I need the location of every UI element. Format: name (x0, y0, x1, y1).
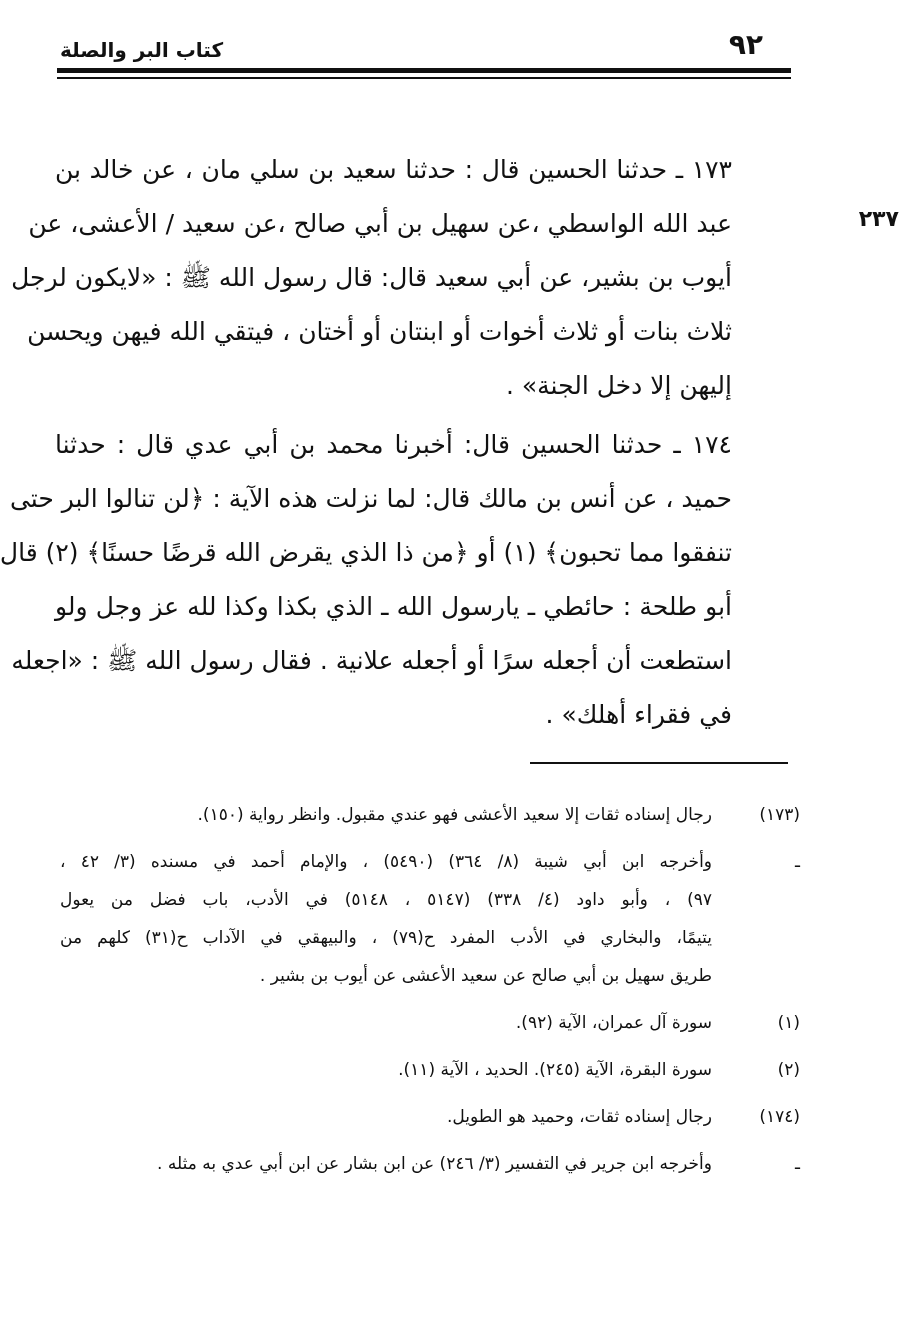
footnote-2 (60, 1051, 800, 1089)
footnote-174 (60, 1098, 800, 1136)
page-number: ٩٢ (728, 28, 763, 61)
text-line: أيوب بن بشير، عن أبي سعيد قال: قال رسول الله ﷺ : «لايكون لرجل (11, 263, 732, 292)
footnote-text (60, 843, 742, 995)
footnote-173-sources (60, 843, 800, 995)
header-rule-thin (57, 77, 791, 79)
text-line: عبد الله الواسطي ،عن سهيل بن أبي صالح ،عن سعيد / الأعشى، عن (28, 209, 732, 238)
text-line: ١٧٣ ـ حدثنا الحسين قال : حدثنا سعيد بن سلي مان ، عن خالد بن (55, 155, 732, 184)
footnote-marker: ـ (795, 1154, 800, 1174)
footnote-line: سورة آل عمران، الآية (٩٢). (515, 1013, 712, 1033)
margin-page-reference: ٢٣٧ (858, 207, 899, 232)
footnote-marker: (١٧٤) (759, 1107, 800, 1127)
footnote-line: رجال إسناده ثقات إلا سعيد الأعشى فهو عندي مقبول. وانظر رواية (١٥٠). (197, 805, 712, 825)
text-line: ١٧٤ ـ حدثنا الحسين قال: أخبرنا محمد بن أبي عدي قال : حدثنا (55, 430, 732, 459)
running-title: كتاب البر والصلة (60, 38, 224, 62)
footnote-line: سورة البقرة، الآية (٢٤٥). الحديد ، الآية (١١). (398, 1060, 712, 1080)
footnote-173 (60, 796, 800, 834)
hadith-173 (11, 143, 732, 413)
text-line: حميد ، عن أنس بن مالك قال: لما نزلت هذه الآية : ﴿لن تنالوا البر حتى (9, 484, 732, 513)
footnote-line: رجال إسناده ثقات، وحميد هو الطويل. (446, 1107, 712, 1127)
footnote-text (60, 1051, 742, 1089)
footnote-174-sources (60, 1145, 800, 1183)
text-line: استطعت أن أجعله سرًا أو أجعله علانية . فقال رسول الله ﷺ : «اجعله (11, 646, 732, 675)
text-line: أبو طلحة : حائطي ـ يارسول الله ـ الذي بكذا وكذا لله عز وجل ولو (55, 592, 732, 621)
footnote-line: وأخرجه ابن أبي شيبة (٨/ ٣٦٤) (٥٤٩٠) ، والإمام أحمد في مسنده (٣/ ٤٢ ، (60, 852, 712, 872)
footnote-marker: (١) (777, 1013, 800, 1033)
header-rule (57, 68, 791, 73)
footnote-separator (530, 762, 788, 764)
footnote-text (60, 1004, 742, 1042)
footnote-line: ٩٧) ، وأبو داود (٤/ ٣٣٨) (٥١٤٧ ، ٥١٤٨) في الأدب، باب فضل من يعول (60, 890, 713, 910)
text-line: ثلاث بنات أو ثلاث أخوات أو ابنتان أو أختان ، فيتقي الله فيهن ويحسن (27, 317, 732, 346)
footnote-line: طريق سهيل بن أبي صالح عن سعيد الأعشى عن أيوب بن بشير . (259, 966, 712, 986)
footnote-text (60, 1145, 742, 1183)
footnotes (60, 796, 800, 1192)
footnote-line: يتيمًا، والبخاري في الأدب المفرد ح(٧٩) ، والبيهقي في الآداب ح(٣١) كلهم من (60, 928, 713, 948)
text-line: في فقراء أهلك» . (545, 700, 732, 729)
footnote-marker: ـ (795, 852, 800, 872)
footnote-1 (60, 1004, 800, 1042)
hadith-174 (0, 418, 732, 742)
text-line: تنفقوا مما تحبون﴾ (١) أو ﴿من ذا الذي يقرض الله قرضًا حسنًا﴾ (٢) قال (0, 538, 732, 567)
footnote-text (60, 1098, 742, 1136)
footnote-text (60, 796, 742, 834)
footnote-marker: (١٧٣) (759, 805, 800, 825)
footnote-line: وأخرجه ابن جرير في التفسير (٣/ ٢٤٦) عن ابن بشار عن ابن أبي عدي به مثله . (157, 1154, 712, 1174)
footnote-marker: (٢) (777, 1060, 800, 1080)
text-line: إليهن إلا دخل الجنة» . (505, 371, 732, 400)
